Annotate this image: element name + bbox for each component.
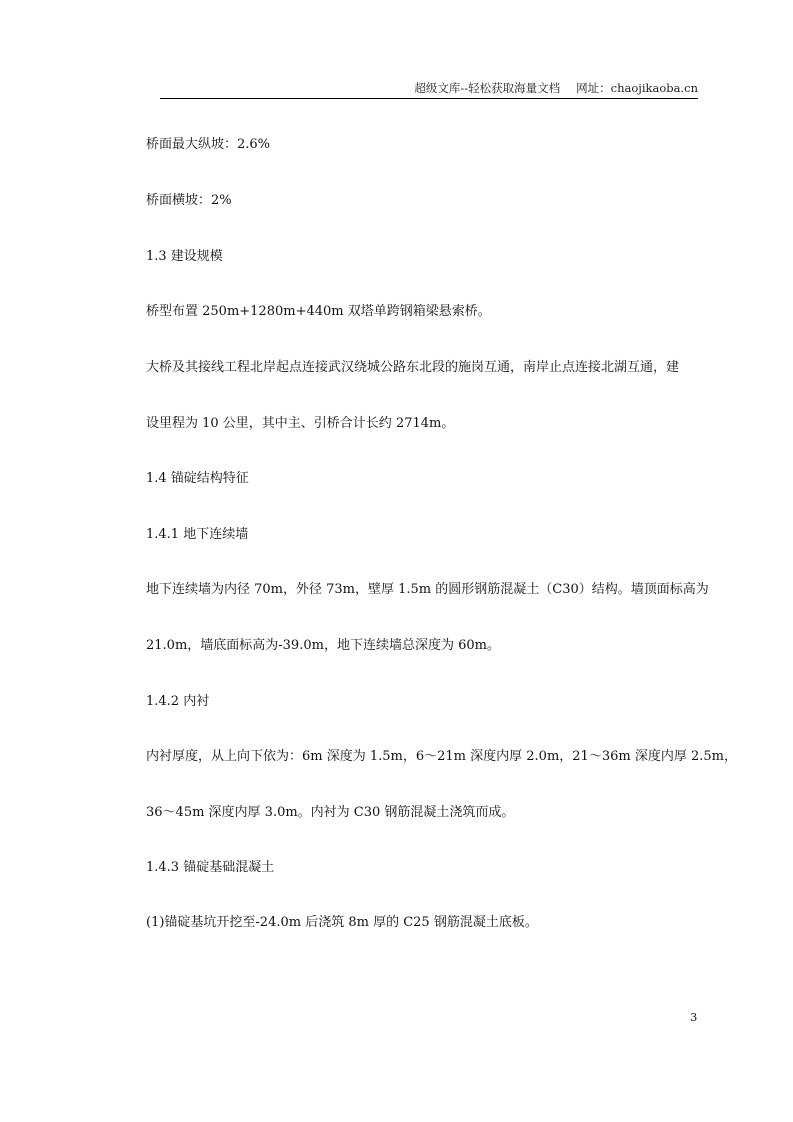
spec-cross-slope: 桥面横坡：2% <box>146 193 232 208</box>
header-site-title: 超级文库--轻松获取海量文档 <box>414 81 561 95</box>
section-heading-1-4-1: 1.4.1 地下连续墙 <box>146 527 249 542</box>
spec-max-longitudinal-slope: 桥面最大纵坡：2.6% <box>146 137 271 152</box>
page-header <box>160 78 698 99</box>
section-heading-1-4-3: 1.4.3 锚碇基础混凝土 <box>146 860 275 875</box>
paragraph-inner-lining-line1: 内衬厚度，从上向下依为：6m 深度为 1.5m，6～21m 深度内厚 2.0m，21～36m 深度内厚 2.5m， <box>146 749 737 764</box>
header-text <box>414 80 698 96</box>
section-heading-1-3: 1.3 建设规模 <box>146 249 223 264</box>
paragraph-bridge-layout: 桥型布置 250m+1280m+440m 双塔单跨钢箱梁悬索桥。 <box>146 304 491 319</box>
section-heading-1-4-2: 1.4.2 内衬 <box>146 694 210 709</box>
header-url: chaojikaoba.cn <box>610 81 698 95</box>
paragraph-foundation-item-1: (1)锚碇基坑开挖至-24.0m 后浇筑 8m 厚的 C25 钢筋混凝土底板。 <box>146 915 538 930</box>
paragraph-project-scope-line1: 大桥及其接线工程北岸起点连接武汉绕城公路东北段的施岗互通，南岸止点连接北湖互通，建 <box>146 360 680 375</box>
paragraph-inner-lining-line2: 36～45m 深度内厚 3.0m。内衬为 C30 钢筋混凝土浇筑而成。 <box>146 805 515 820</box>
paragraph-diaphragm-wall-line1: 地下连续墙为内径 70m，外径 73m，壁厚 1.5m 的圆形钢筋混凝土（C30）结构。墙顶面标高为 <box>146 582 709 597</box>
page-number: 3 <box>690 1010 698 1024</box>
section-heading-1-4: 1.4 锚碇结构特征 <box>146 471 249 486</box>
paragraph-diaphragm-wall-line2: 21.0m，墙底面标高为-39.0m，地下连续墙总深度为 60m。 <box>146 638 500 653</box>
header-url-label: 网址： <box>576 81 611 95</box>
paragraph-project-scope-line2: 设里程为 10 公里，其中主、引桥合计长约 2714m。 <box>146 416 455 431</box>
